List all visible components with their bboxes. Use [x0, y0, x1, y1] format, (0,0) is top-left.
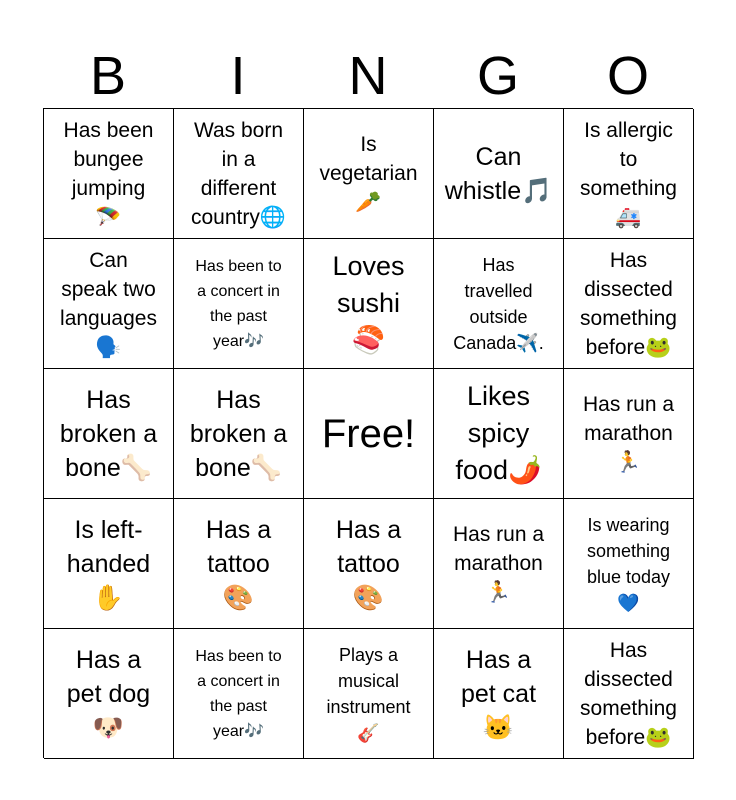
cell-text: Has travelled outside Canada✈️.	[453, 254, 544, 353]
bingo-cell-r4c2[interactable]	[174, 499, 304, 629]
bingo-cell-r2c4[interactable]	[434, 239, 564, 369]
cell-text: Has broken a bone🦴	[59, 385, 158, 482]
cell-text: Has broken a bone🦴	[189, 385, 288, 482]
cell-text: Is vegetarian 🥕	[319, 133, 418, 214]
bingo-cell-r4c5[interactable]	[564, 499, 694, 629]
header-letter-g: G	[476, 46, 519, 106]
cell-text: Has a pet cat 🐱	[460, 645, 537, 742]
cell-text: Loves sushi 🍣	[332, 251, 405, 355]
bingo-cell-r2c1[interactable]	[44, 239, 174, 369]
cell-text: Can whistle🎵	[444, 142, 553, 205]
bingo-cell-r5c4[interactable]	[434, 629, 564, 759]
bingo-cell-r3c4[interactable]	[434, 369, 564, 499]
bingo-cell-r1c5[interactable]	[564, 109, 694, 239]
bingo-header	[43, 44, 693, 108]
bingo-cell-r2c2[interactable]	[174, 239, 304, 369]
bingo-cell-r5c3[interactable]	[304, 629, 434, 759]
cell-text: Has been to a concert in the past year🎶	[195, 647, 282, 740]
cell-text: Has run a marathon 🏃	[582, 393, 675, 474]
bingo-cell-r4c4[interactable]	[434, 499, 564, 629]
cell-text: Likes spicy food🌶️	[455, 381, 542, 485]
cell-text: Has run a marathon 🏃	[452, 523, 545, 604]
bingo-grid	[43, 108, 693, 758]
header-letter-o: O	[606, 46, 649, 106]
bingo-cell-r1c4[interactable]	[434, 109, 564, 239]
cell-text: Plays a musical instrument 🎸	[326, 644, 411, 743]
cell-text: Has a tattoo 🎨	[205, 515, 272, 612]
bingo-cell-r5c2[interactable]	[174, 629, 304, 759]
cell-text: Has dissected something before🐸	[580, 638, 677, 749]
bingo-cell-r4c3[interactable]	[304, 499, 434, 629]
cell-text: Is allergic to something 🚑	[580, 118, 677, 229]
cell-text: Can speak two languages 🗣️	[60, 248, 157, 359]
header-letter-i: I	[230, 46, 246, 106]
bingo-cell-r3c1[interactable]	[44, 369, 174, 499]
cell-text: Has a pet dog 🐶	[66, 645, 151, 742]
cell-text: Has been bungee jumping 🪂	[63, 118, 154, 229]
bingo-cell-r1c2[interactable]	[174, 109, 304, 239]
cell-text: Has a tattoo 🎨	[335, 515, 402, 612]
bingo-cell-r3c2[interactable]	[174, 369, 304, 499]
cell-text: Has been to a concert in the past year🎶	[195, 257, 282, 350]
free-space-label: Free!	[321, 411, 416, 456]
bingo-cell-r2c3[interactable]	[304, 239, 434, 369]
bingo-cell-r5c5[interactable]	[564, 629, 694, 759]
bingo-cell-r1c3[interactable]	[304, 109, 434, 239]
cell-text: Has dissected something before🐸	[580, 248, 677, 359]
header-letter-b: B	[89, 46, 127, 106]
cell-text: Is wearing something blue today 💙	[586, 514, 671, 613]
bingo-cell-r4c1[interactable]	[44, 499, 174, 629]
header-letter-n: N	[348, 46, 388, 106]
bingo-cell-r5c1[interactable]	[44, 629, 174, 759]
bingo-cell-r1c1[interactable]	[44, 109, 174, 239]
free-space-cell[interactable]	[304, 369, 434, 499]
bingo-cell-r3c5[interactable]	[564, 369, 694, 499]
bingo-cell-r2c5[interactable]	[564, 239, 694, 369]
cell-text: Was born in a different country🌐	[190, 118, 286, 229]
cell-text: Is left- handed ✋	[66, 515, 151, 612]
